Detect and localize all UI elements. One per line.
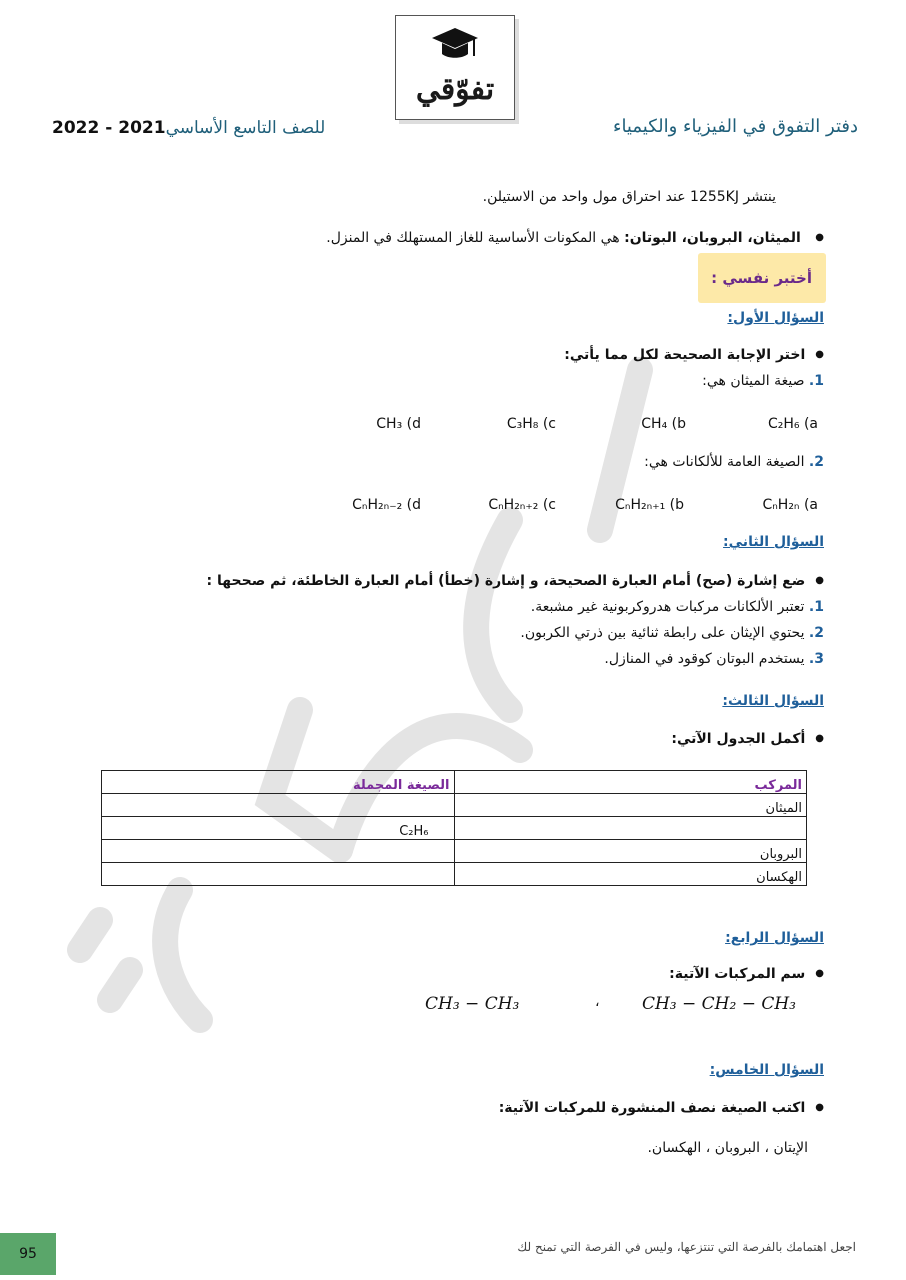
table-header-compound: المركب (454, 771, 807, 794)
q4-separator: ، (595, 994, 600, 1010)
watermark-strokes (40, 330, 840, 1050)
table-cell-formula (102, 794, 455, 817)
q5-compounds: الإيتان ، البروبان ، الهكسان. (647, 1140, 808, 1156)
q2-item-2 (520, 625, 824, 641)
gas-term: الميثان، البروبان، البوتان: (624, 230, 801, 246)
q4-formula-propane: CH₃ − CH₂ − CH₃ (641, 994, 796, 1014)
table-cell-compound: الميثان (454, 794, 807, 817)
page-number: 95 (0, 1233, 56, 1275)
table-cell-compound: البروبان (454, 840, 807, 863)
gas-text: هي المكونات الأساسية للغاز المستهلك في المنزل. (326, 230, 625, 246)
q2-instruction: ● ضع إشارة (صح) أمام العبارة الصحيحة، و إشارة (خطأ) أمام العبارة الخاطئة، ثم صححها : (207, 573, 824, 589)
table-cell-compound (454, 817, 807, 840)
table-row (102, 794, 807, 817)
table-cell-formula (102, 863, 455, 886)
q2-item-2-num: 2. (808, 625, 824, 641)
q1-instruction: ● اختر الإجابة الصحيحة لكل مما يأتي: (564, 347, 824, 363)
table-row (102, 817, 807, 840)
q4-formula-ethane: CH₃ − CH₃ (425, 994, 520, 1014)
q2-item-3-text: يستخدم البوتان كوقود في المنازل. (604, 651, 805, 667)
q2-item-1-num: 1. (808, 599, 824, 615)
compound-table (101, 770, 807, 886)
table-header-row (102, 771, 807, 794)
q1-item-1-num: 1. (808, 373, 824, 389)
q1-item-2-option-d: CₙH₂ₙ₋₂ (d (352, 497, 421, 513)
year-range: 2021 - 2022 (52, 118, 166, 138)
graduation-cap-icon (430, 24, 480, 64)
logo-text: تفوّقي (415, 72, 495, 107)
q4-instruction: ● سم المركبات الآتية: (669, 966, 824, 982)
q1-item-2-option-c: CₙH₂ₙ₊₂ (c (488, 497, 556, 513)
q2-item-1 (531, 599, 824, 615)
q1-item-2 (644, 454, 824, 470)
q2-item-3 (604, 651, 824, 667)
q5-instruction: ● اكتب الصيغة نصف المنشورة للمركبات الآتية: (499, 1100, 824, 1116)
q3-instruction: ● أكمل الجدول الآتي: (671, 731, 824, 747)
q1-item-1-option-a: C₂H₆ (a (767, 416, 818, 432)
q2-item-2-text: يحتوي الإيثان على رابطة ثنائية بين ذرتي الكربون. (520, 625, 805, 641)
q5-title: السؤال الخامس: (709, 1062, 824, 1078)
q1-item-2-num: 2. (808, 454, 824, 470)
q1-item-1-option-c: C₃H₈ (c (506, 416, 556, 432)
q1-item-1-option-d: CH₃ (d (376, 416, 421, 432)
q1-title: السؤال الأول: (727, 310, 824, 326)
table-row (102, 840, 807, 863)
q3-title: السؤال الثالث: (722, 693, 824, 709)
test-yourself-box (698, 253, 826, 303)
q1-item-2-option-b: CₙH₂ₙ₊₁ (b (615, 497, 684, 513)
footer-quote: اجعل اهتمامك بالفرصة التي تنتزعها، وليس في الفرصة التي تمنح لك (517, 1240, 856, 1254)
gas-line (326, 230, 824, 246)
table-cell-formula (102, 840, 455, 863)
book-title: دفتر التفوق في الفيزياء والكيمياء (612, 116, 858, 137)
q1-item-1-text: صيغة الميثان هي: (702, 373, 805, 389)
logo (395, 15, 515, 120)
q1-item-1 (702, 373, 824, 389)
table-cell-formula: C₂H₆ (102, 817, 455, 840)
q2-item-1-text: تعتبر الألكانات مركبات هدروكربونية غير مشبعة. (530, 599, 805, 615)
grade-year (52, 118, 325, 138)
q2-title: السؤال الثاني: (723, 534, 824, 550)
q1-item-1-option-b: CH₄ (b (641, 416, 686, 432)
table-cell-compound: الهكسان (454, 863, 807, 886)
table-row (102, 863, 807, 886)
heat-line: ينتشر 1255KJ عند احتراق مول واحد من الاستيلن. (482, 189, 776, 205)
q2-item-3-num: 3. (808, 651, 824, 667)
q4-title: السؤال الرابع: (725, 930, 824, 946)
table-header-formula: الصيغة المجملة (102, 771, 455, 794)
test-yourself-label: أختبر نفسي : (711, 269, 812, 287)
q1-item-2-option-a: CₙH₂ₙ (a (762, 497, 818, 513)
grade-label: للصف التاسع الأساسي (165, 118, 326, 138)
q1-item-2-text: الصيغة العامة للألكانات هي: (644, 454, 805, 470)
